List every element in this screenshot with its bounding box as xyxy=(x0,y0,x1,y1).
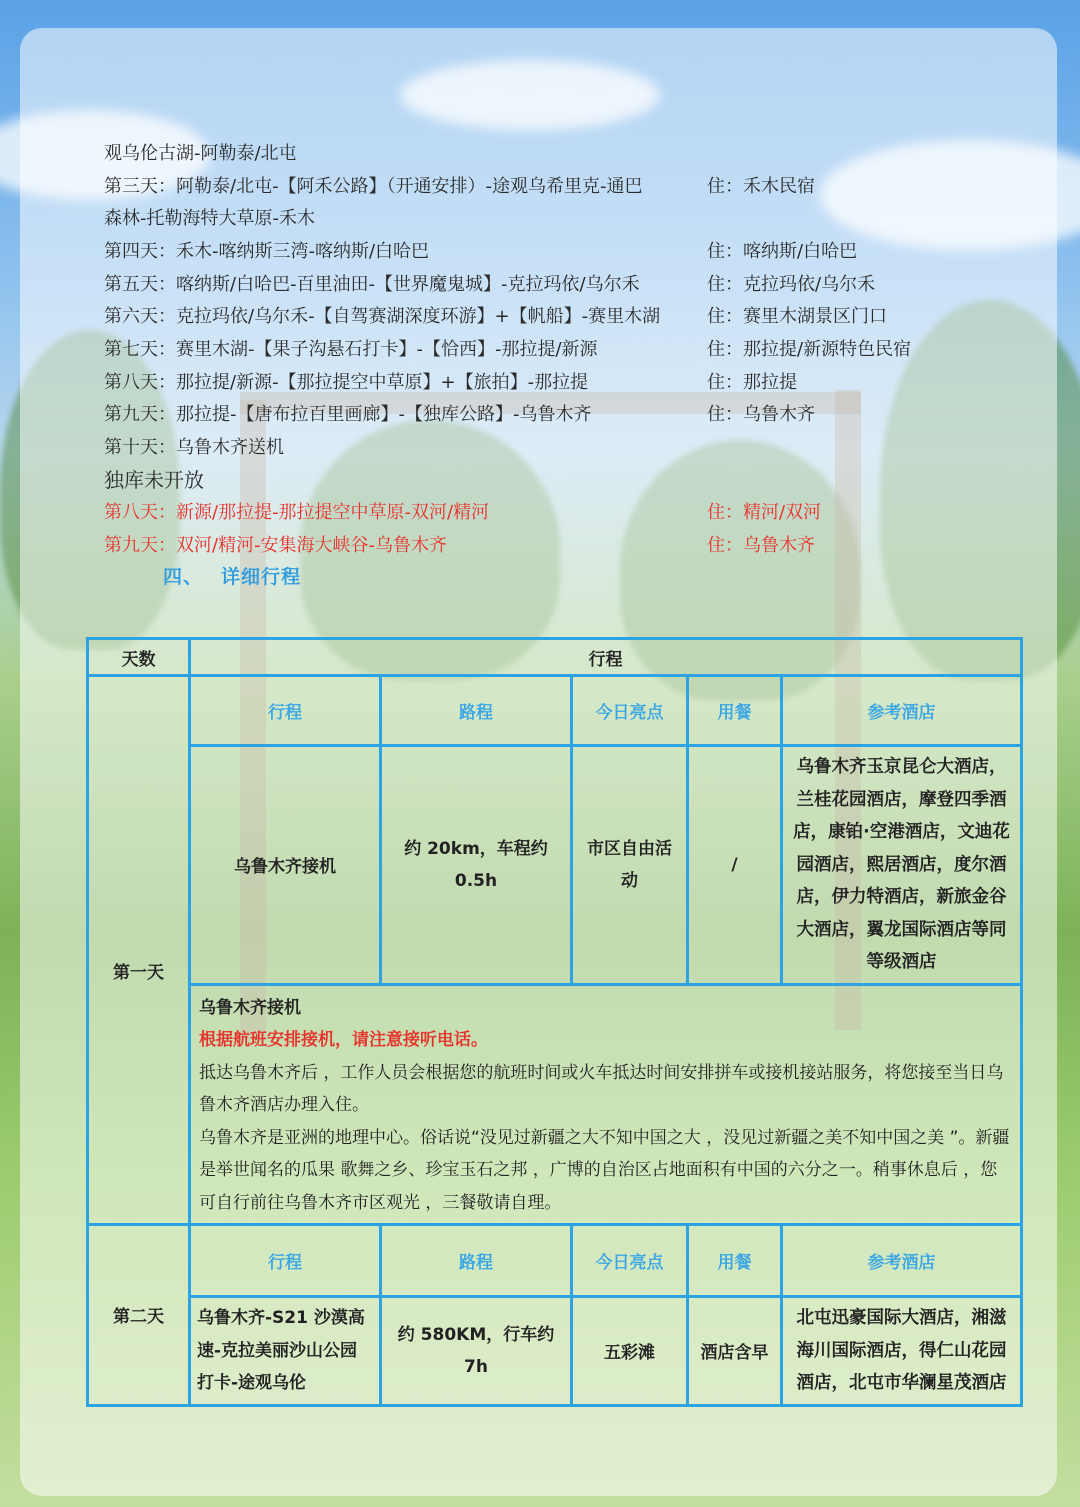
sub-header-highlight: 今日亮点 xyxy=(572,676,688,746)
sub-header-hotel: 参考酒店 xyxy=(782,676,1022,746)
route-text: 第六天：克拉玛依/乌尔禾-【自驾赛湖深度环游】+【帆船】-赛里木湖 xyxy=(104,306,661,327)
route-cell: 乌鲁木齐接机 xyxy=(190,746,381,985)
overview-line xyxy=(104,335,912,361)
table-row xyxy=(88,1297,1022,1406)
sub-header-highlight: 今日亮点 xyxy=(572,1225,688,1297)
sub-header-meals: 用餐 xyxy=(688,676,782,746)
route-text: 第八天：新源/那拉提-那拉提空中草原-双河/精河 xyxy=(104,502,490,523)
overview-line xyxy=(104,172,815,198)
overview-line xyxy=(104,433,284,459)
highlight-cell: 五彩滩 xyxy=(572,1297,688,1406)
closed-line xyxy=(104,531,815,557)
detail-title: 乌鲁木齐接机 xyxy=(199,997,301,1018)
overview-line xyxy=(104,204,315,230)
closed-line xyxy=(104,498,822,524)
distance-cell: 约 580KM，行车约 7h xyxy=(381,1297,572,1406)
route-text: 第九天：双河/精河-安集海大峡谷-乌鲁木齐 xyxy=(104,535,448,556)
route-text: 森林-托勒海特大草原-禾木 xyxy=(104,208,315,229)
sub-header-meals: 用餐 xyxy=(688,1225,782,1297)
sub-header-row xyxy=(88,1225,1022,1297)
stay-text: 住：喀纳斯/白哈巴 xyxy=(707,241,858,262)
stay-text: 住：精河/双河 xyxy=(707,502,822,523)
highlight-cell: 市区自由活动 xyxy=(572,746,688,985)
distance-cell: 约 20km，车程约 0.5h xyxy=(381,746,572,985)
sub-header-route: 行程 xyxy=(190,1225,381,1297)
detail-paragraph: 抵达乌鲁木齐后 ，工作人员会根据您的航班时间或火车抵达时间安排拼车或接机接站服务，将您接至当日乌鲁木齐酒店办理入住。 xyxy=(199,1062,1004,1115)
itinerary-table xyxy=(86,637,1023,1407)
section-number: 四、 xyxy=(163,566,204,588)
route-text: 观乌伦古湖-阿勒泰/北屯 xyxy=(104,143,297,164)
overview-line xyxy=(104,139,297,165)
section-heading xyxy=(163,562,301,589)
day-detail xyxy=(190,984,1022,1225)
stay-text: 住：乌鲁木齐 xyxy=(707,535,815,556)
sub-header-row xyxy=(88,676,1022,746)
stay-text: 住：克拉玛依/乌尔禾 xyxy=(707,274,876,295)
stay-text: 住：乌鲁木齐 xyxy=(707,404,815,425)
table-header-row xyxy=(88,639,1022,676)
detail-paragraph: 乌鲁木齐是亚洲的地理中心。俗话说“没见过新疆之大不知中国之大 ，没见过新疆之美不知中国之美 ”。新疆是举世闻名的瓜果 歌舞之乡、珍宝玉石之邦 ，广博的自治区占地面积有中国的六分之一。稍事休息后 ，您可自行前往乌鲁木齐市区观光 ，三餐敬请自理。 xyxy=(199,1127,1010,1213)
hotel-cell: 北屯迅豪国际大酒店，湘滋海川国际酒店，得仁山花园酒店，北屯市华澜星茂酒店 xyxy=(782,1297,1022,1406)
sub-header-hotel: 参考酒店 xyxy=(782,1225,1022,1297)
route-text: 第三天：阿勒泰/北屯-【阿禾公路】（开通安排）-途观乌希里克-通巴 xyxy=(104,176,643,197)
overview-line xyxy=(104,270,876,296)
overview-line xyxy=(104,400,815,426)
day-label: 第二天 xyxy=(88,1225,190,1406)
stay-text: 住：那拉提/新源特色民宿 xyxy=(707,339,912,360)
stay-text: 住：那拉提 xyxy=(707,372,797,393)
overview-line xyxy=(104,368,797,394)
header-itinerary: 行程 xyxy=(190,639,1022,676)
sub-header-route: 行程 xyxy=(190,676,381,746)
route-text: 第十天：乌鲁木齐送机 xyxy=(104,437,284,458)
stay-text: 住：禾木民宿 xyxy=(707,176,815,197)
route-text: 第四天：禾木-喀纳斯三湾-喀纳斯/白哈巴 xyxy=(104,241,430,262)
overview-line xyxy=(104,302,887,328)
sub-header-distance: 路程 xyxy=(381,1225,572,1297)
section-title: 详细行程 xyxy=(221,566,302,588)
hotel-cell: 乌鲁木齐玉京昆仑大酒店，兰桂花园酒店，摩登四季酒店，康铂·空港酒店，文迪花园酒店，熙居酒店，度尔酒店，伊力特酒店，新旅金谷大酒店，翼龙国际酒店等同等级酒店 xyxy=(782,746,1022,985)
stay-text: 住：赛里木湖景区门口 xyxy=(707,306,887,327)
header-day: 天数 xyxy=(88,639,190,676)
route-text: 第七天：赛里木湖-【果子沟悬石打卡】-【恰西】-那拉提/新源 xyxy=(104,339,598,360)
meals-cell: 酒店含早 xyxy=(688,1297,782,1406)
day-label: 第一天 xyxy=(88,676,190,1225)
meals-cell: / xyxy=(688,746,782,985)
detail-notice: 根据航班安排接机，请注意接听电话。 xyxy=(199,1030,488,1050)
table-row xyxy=(88,746,1022,985)
route-text: 第九天：那拉提-【唐布拉百里画廊】-【独库公路】-乌鲁木齐 xyxy=(104,404,592,425)
route-text: 第五天：喀纳斯/白哈巴-百里油田-【世界魔鬼城】-克拉玛依/乌尔禾 xyxy=(104,274,640,295)
detail-row xyxy=(88,984,1022,1225)
overview-line xyxy=(104,237,858,263)
route-text: 第八天：那拉提/新源-【那拉提空中草原】+【旅拍】-那拉提 xyxy=(104,372,589,393)
sub-header-distance: 路程 xyxy=(381,676,572,746)
closed-notice: 独库未开放 xyxy=(104,468,204,492)
route-cell: 乌鲁木齐-S21 沙漠高速-克拉美丽沙山公园打卡-途观乌伦 xyxy=(190,1297,381,1406)
